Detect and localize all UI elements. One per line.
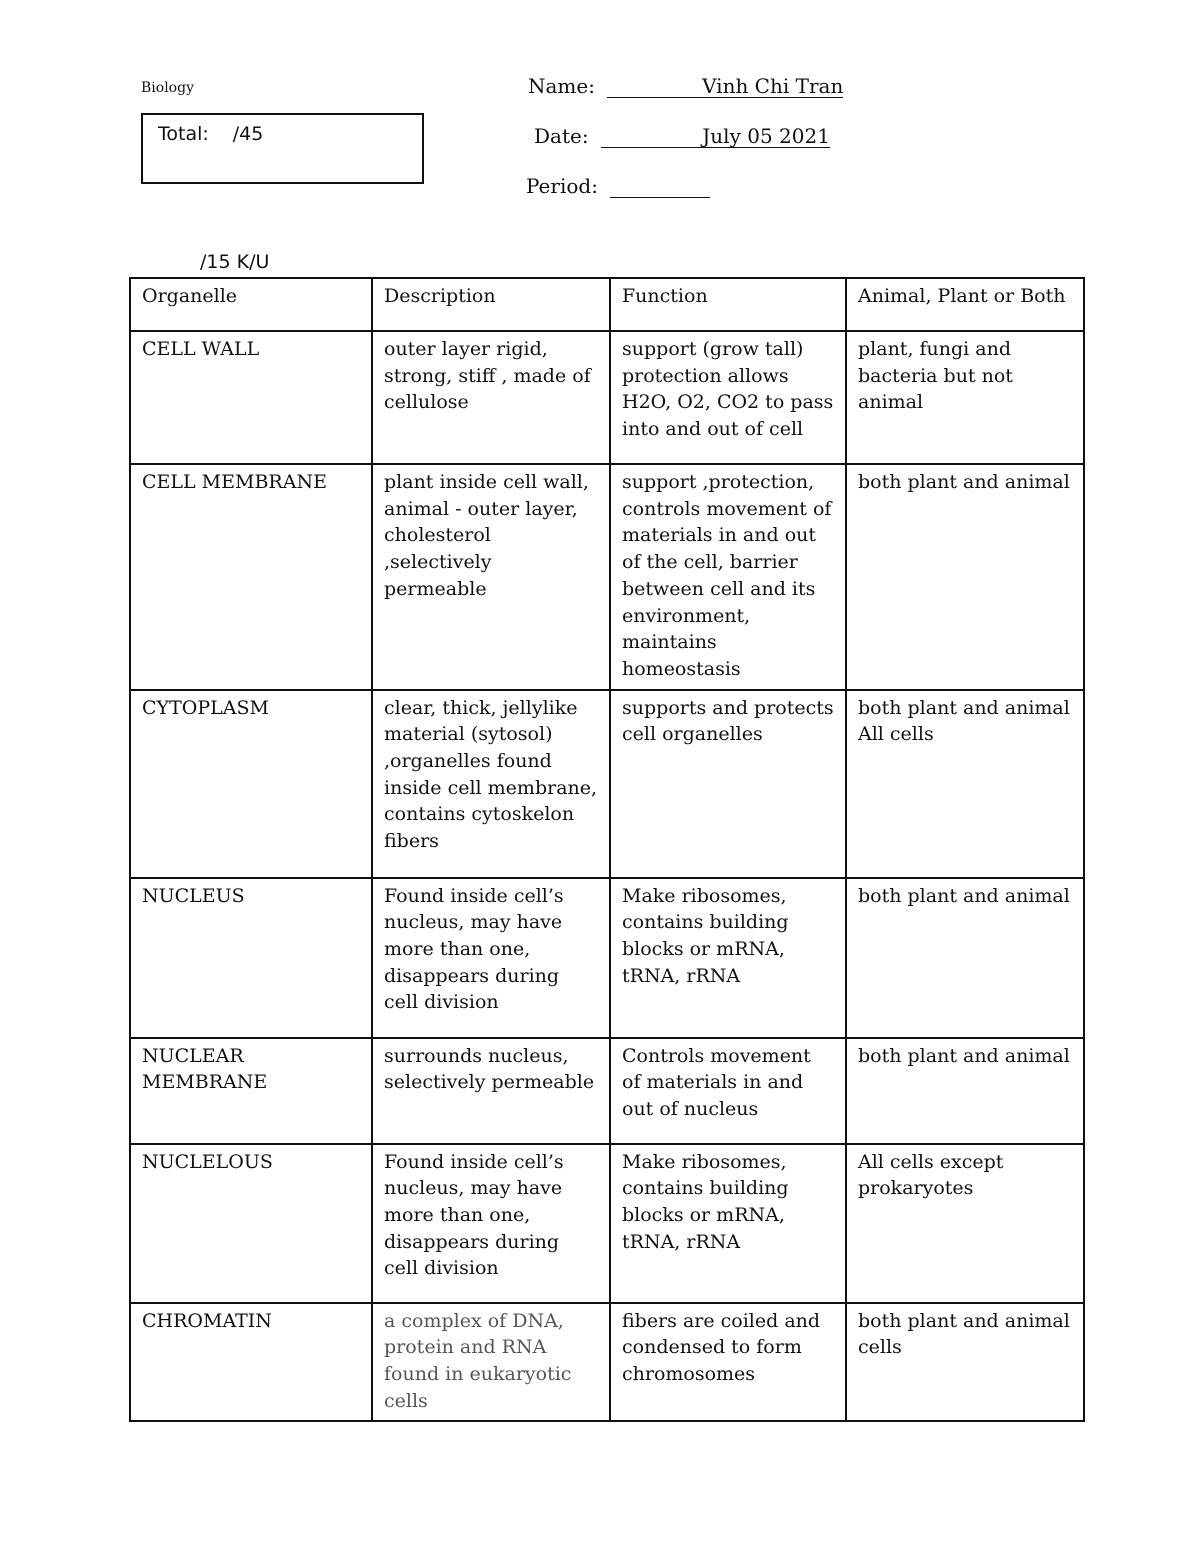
date-field bbox=[534, 124, 830, 148]
table-row bbox=[130, 690, 1084, 878]
total-label: Total: bbox=[158, 123, 209, 145]
type-cell: All cells except prokaryotes bbox=[846, 1144, 1084, 1303]
description-cell: surrounds nucleus, selectively permeable bbox=[372, 1038, 610, 1144]
table-row bbox=[130, 878, 1084, 1038]
description-cell: a complex of DNA, protein and RNA found in eukaryotic cells bbox=[372, 1303, 610, 1422]
type-cell: both plant and animal bbox=[846, 464, 1084, 690]
organelle-cell: CYTOPLASM bbox=[130, 690, 372, 878]
period-label: Period: bbox=[526, 174, 598, 198]
type-cell: plant, fungi and bacteria but not animal bbox=[846, 331, 1084, 464]
organelle-cell: NUCLEAR MEMBRANE bbox=[130, 1038, 372, 1144]
function-cell: support ,protection, controls movement of materials in and out of the cell, barrier between cell and its environment, maintains homeostasis bbox=[610, 464, 846, 690]
subject-label: Biology bbox=[141, 80, 194, 96]
description-cell: outer layer rigid, strong, stiff , made of cellulose bbox=[372, 331, 610, 464]
type-cell: both plant and animal All cells bbox=[846, 690, 1084, 878]
organelle-cell: NUCLEUS bbox=[130, 878, 372, 1038]
period-value[interactable] bbox=[610, 175, 710, 198]
section-score: /15 K/U bbox=[200, 251, 270, 273]
function-cell: supports and protects cell organelles bbox=[610, 690, 846, 878]
description-cell: Found inside cell’s nucleus, may have more than one, disappears during cell division bbox=[372, 878, 610, 1038]
name-value[interactable]: Vinh Chi Tran bbox=[607, 75, 843, 98]
table-row bbox=[130, 1038, 1084, 1144]
header-cell: Function bbox=[610, 278, 846, 331]
date-label: Date: bbox=[534, 124, 589, 148]
total-value: /45 bbox=[232, 123, 264, 145]
type-cell: both plant and animal bbox=[846, 878, 1084, 1038]
organelle-cell: NUCLELOUS bbox=[130, 1144, 372, 1303]
organelle-cell: CELL MEMBRANE bbox=[130, 464, 372, 690]
function-cell: Make ribosomes, contains building blocks or mRNA, tRNA, rRNA bbox=[610, 1144, 846, 1303]
type-cell: both plant and animal bbox=[846, 1038, 1084, 1144]
description-cell: Found inside cell’s nucleus, may have more than one, disappears during cell division bbox=[372, 1144, 610, 1303]
period-field bbox=[526, 174, 710, 198]
function-cell: support (grow tall) protection allows H2O, O2, CO2 to pass into and out of cell bbox=[610, 331, 846, 464]
table-row bbox=[130, 464, 1084, 690]
table-header-row bbox=[130, 278, 1084, 331]
organelle-cell: CELL WALL bbox=[130, 331, 372, 464]
function-cell: fibers are coiled and condensed to form chromosomes bbox=[610, 1303, 846, 1422]
header-cell: Description bbox=[372, 278, 610, 331]
organelle-cell: CHROMATIN bbox=[130, 1303, 372, 1422]
organelle-table bbox=[129, 277, 1085, 1422]
description-cell: plant inside cell wall, animal - outer layer, cholesterol ,selectively permeable bbox=[372, 464, 610, 690]
header-cell: Animal, Plant or Both bbox=[846, 278, 1084, 331]
name-label: Name: bbox=[528, 74, 595, 98]
table-row bbox=[130, 331, 1084, 464]
date-value[interactable]: July 05 2021 bbox=[601, 125, 830, 148]
total-score-box bbox=[141, 113, 424, 184]
type-cell: both plant and animal cells bbox=[846, 1303, 1084, 1422]
function-cell: Controls movement of materials in and out of nucleus bbox=[610, 1038, 846, 1144]
table-row bbox=[130, 1303, 1084, 1422]
name-field bbox=[528, 74, 843, 98]
description-cell: clear, thick, jellylike material (sytosol) ,organelles found inside cell membrane, contains cytoskelon fibers bbox=[372, 690, 610, 878]
function-cell: Make ribosomes, contains building blocks or mRNA, tRNA, rRNA bbox=[610, 878, 846, 1038]
total-score bbox=[158, 123, 263, 145]
header-cell: Organelle bbox=[130, 278, 372, 331]
table-row bbox=[130, 1144, 1084, 1303]
